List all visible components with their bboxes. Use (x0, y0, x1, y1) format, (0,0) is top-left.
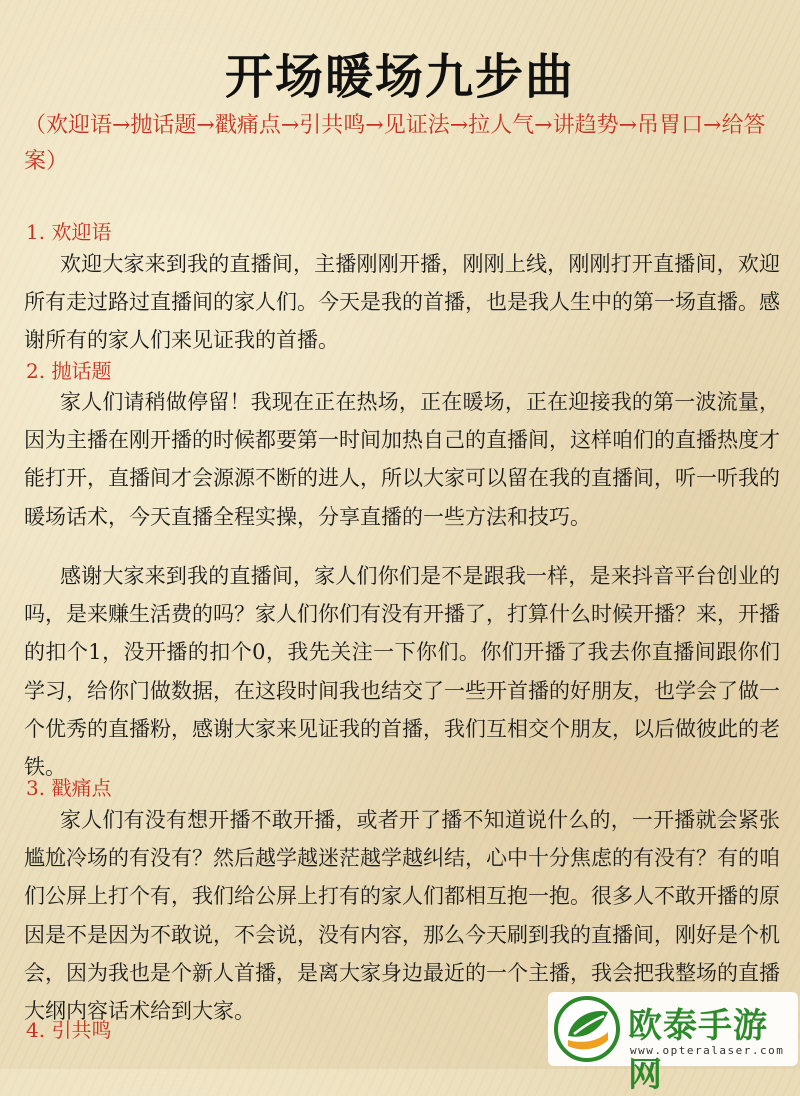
section-heading: 4. 引共鸣 (26, 1018, 112, 1042)
watermark-name: 欧泰手游网 (628, 1006, 768, 1095)
section-paragraph: 家人们请稍做停留！我现在正在热场，正在暖场，正在迎接我的第一波流量，因为主播在刚开播的时候都要第一时间加热自己的直播间，这样咱们的直播热度才能打开，直播间才会源源不断的进人，所以大家可以留在我的直播间，听一听我的暖场话术，今天直播全程实操，分享直播的一些方法和技巧。 (24, 390, 780, 529)
leaf-logo-icon (554, 996, 620, 1062)
section-paragraph: 欢迎大家来到我的直播间，主播刚刚开播，刚刚上线，刚刚打开直播间，欢迎所有走过路过直播间的家人们。今天是我的首播，也是我人生中的第一场直播。感谢所有的家人们来见证我的首播。 (24, 252, 780, 353)
section-heading: 1. 欢迎语 (26, 220, 112, 244)
section-paragraph: 感谢大家来到我的直播间，家人们你们是不是跟我一样，是来抖音平台创业的吗，是来赚生活费的吗？家人们你们有没有开播了，打算什么时候开播？来，开播的扣个1，没开播的扣个0，我先关注一下你们。你们开播了我去你直播间跟你们学习，给你门做数据，在这段时间我也结交了一些开首播的好朋友，也学会了做一个优秀的直播粉，感谢大家来见证我的首播，我们互相交个朋友，以后做彼此的老铁。 (24, 564, 780, 780)
watermark-url: www.opteralaser.com (630, 1044, 785, 1057)
page-title: 开场暖场九步曲 (224, 49, 575, 105)
section-heading: 3. 戳痛点 (26, 776, 112, 800)
page-subtitle: （欢迎语→抛话题→戳痛点→引共鸣→见证法→拉人气→讲趋势→吊胃口→给答案） (24, 113, 766, 174)
watermark-logo (548, 992, 798, 1095)
section-heading: 2. 抛话题 (26, 359, 112, 383)
section-paragraph: 家人们有没有想开播不敢开播，或者开了播不知道说什么的，一开播就会紧张尴尬冷场的有没有？然后越学越迷茫越学越纠结，心中十分焦虑的有没有？有的咱们公屏上打个有，我们给公屏上打有的家人们都相互抱一抱。很多人不敢开播的原因是不是因为不敢说，不会说，没有内容，那么今天刷到我的直播间，刚好是个机会，因为我也是个新人首播，是离大家身边最近的一个主播，我会把我整场的直播大纲内容话术给到大家。 (24, 808, 780, 1024)
